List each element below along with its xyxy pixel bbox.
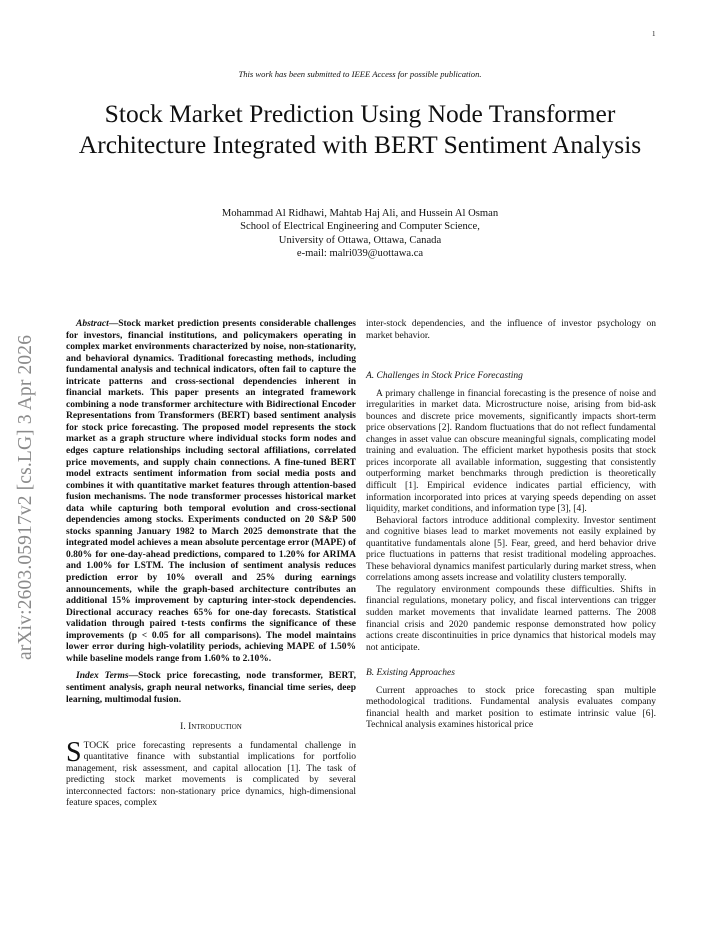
section-heading-introduction: I. Introduction — [180, 722, 242, 733]
index-terms-label: Index Terms — [76, 671, 129, 682]
subsection-heading-challenges: A. Challenges in Stock Price Forecasting — [366, 371, 523, 382]
left-column — [66, 319, 356, 810]
subsection-heading-existing-approaches: B. Existing Approaches — [366, 668, 455, 679]
submission-note: This work has been submitted to IEEE Access for possible publication. — [238, 69, 482, 79]
author-email: e-mail: malri039@uottawa.ca — [296, 247, 424, 259]
challenges-paragraph-3: The regulatory environment compounds these difficulties. Shifts in financial regulations, monetary policy, and fiscal interventions can trigger sudden market movements that invalidate learned patterns. The 2008 financial crisis and 2020 pandemic response demonstrated how policy actions create discontinuities in price dynamics that historical models may not anticipate. — [366, 584, 656, 653]
arxiv-identifier: arXiv:2603.05917v2 [cs.LG] 3 Apr 2026 — [15, 334, 36, 660]
abstract — [66, 319, 356, 665]
index-terms-text: —Stock price forecasting, node transformer, BERT, sentiment analysis, graph neural networks, financial time series, deep learning, multimodal fusion. — [66, 671, 356, 705]
author-block — [0, 207, 720, 260]
drop-cap: S — [66, 736, 82, 768]
challenges-paragraph-2: Behavioral factors introduce additional complexity. Investor sentiment and cognitive biases lead to market movements not easily explained by quantitative fundamentals alone [5]. Fear, greed, and herd behavior drive price fluctuations in patterns that resist traditional modeling approaches. These behavioral dynamics manifest particularly during market stress, when correlations among assets increase and volatility clusters temporally. — [366, 515, 656, 584]
right-column — [366, 319, 656, 732]
page-number: 1 — [652, 30, 656, 38]
introduction-text: TOCK price forecasting represents a fundamental challenge in quantitative finance with substantial implications for portfolio management, risk assessment, and capital allocation [1]. The task of predicting stock market movements is complicated by several interconnected factors: non-stationary price dynamics, high-dimensional feature spaces, complex — [66, 740, 356, 809]
introduction-continued: inter-stock dependencies, and the influence of investor psychology on market behavior. — [366, 319, 656, 341]
affiliation-line-1: School of Electrical Engineering and Computer Science, — [240, 221, 480, 233]
abstract-text: —Stock market prediction presents considerable challenges for investors, financial institutions, and policymakers operating in complex market environments characterized by noise, non-stationarity, and behavioral dynamics. Traditional forecasting methods, including fundamental analysis and technical indicators, often fail to capture the intricate patterns and cross-sectional dependencies inherent in financial markets. This paper presents an integrated framework combining a node transformer architecture with Bidirectional Encoder Representations from Transformers (BERT) based sentiment analysis for stock price forecasting. The proposed model represents the stock market as a graph structure where individual stocks form nodes and edges capture relationships including sectoral affiliations, correlated price movements, and supply chain connections. A fine-tuned BERT model extracts sentiment information from social media posts and combines it with quantitative market features through attention-based fusion mechanisms. The node transformer processes historical market data while capturing both temporal evolution and cross-sectional dependencies among stocks. Experiments conducted on 20 S&P 500 stocks spanning January 1982 to March 2025 demonstrate that the integrated model achieves a mean absolute percentage error (MAPE) of 0.80% for one-day-ahead predictions, compared to 1.20% for ARIMA and 1.00% for LSTM. The inclusion of sentiment analysis reduces prediction error by 10% overall and 25% during earnings announcements, while the graph-based architecture contributes an additional 15% improvement by capturing inter-stock dependencies. Directional accuracy reaches 65% for one-day forecasts. Statistical validation through paired t-tests confirms the significance of these improvements (p < 0.05 for all comparisons). The model maintains lower error during high-volatility periods, achieving MAPE of 1.50% while baseline models range from 1.60% to 2.10%. — [66, 319, 356, 664]
author-names: Mohammad Al Ridhawi, Mahtab Haj Ali, and Hussein Al Osman — [221, 208, 499, 219]
index-terms — [66, 671, 356, 706]
abstract-label: Abstract — [76, 319, 109, 329]
paper-title: Stock Market Prediction Using Node Transformer Architecture Integrated with BERT Sentiment Analysis — [78, 99, 642, 159]
existing-approaches-paragraph: Current approaches to stock price forecasting span multiple methodological traditions. Fundamental analysis evaluates company financial health and market position to estimate intrinsic value [6]. Technical analysis examines historical price — [366, 685, 656, 731]
affiliation-line-2: University of Ottawa, Ottawa, Canada — [278, 234, 442, 246]
introduction-paragraph — [66, 736, 356, 810]
challenges-paragraph-1: A primary challenge in financial forecasting is the presence of noise and irregularities in market data. Microstructure noise, arising from bid-ask bounces and discrete price movements, significantly impacts short-term price observations [2]. Random fluctuations that do not reflect fundamental changes in asset value can obscure meaningful signals, complicating model training and evaluation. The efficient market hypothesis posits that stock prices incorporate all available information, suggesting that consistently outperforming market benchmarks through prediction is theoretically difficult [1]. Empirical evidence indicates partial efficiency, with information incorporated into prices at varying speeds depending on asset liquidity, market conditions, and information type [3], [4]. — [366, 388, 656, 515]
